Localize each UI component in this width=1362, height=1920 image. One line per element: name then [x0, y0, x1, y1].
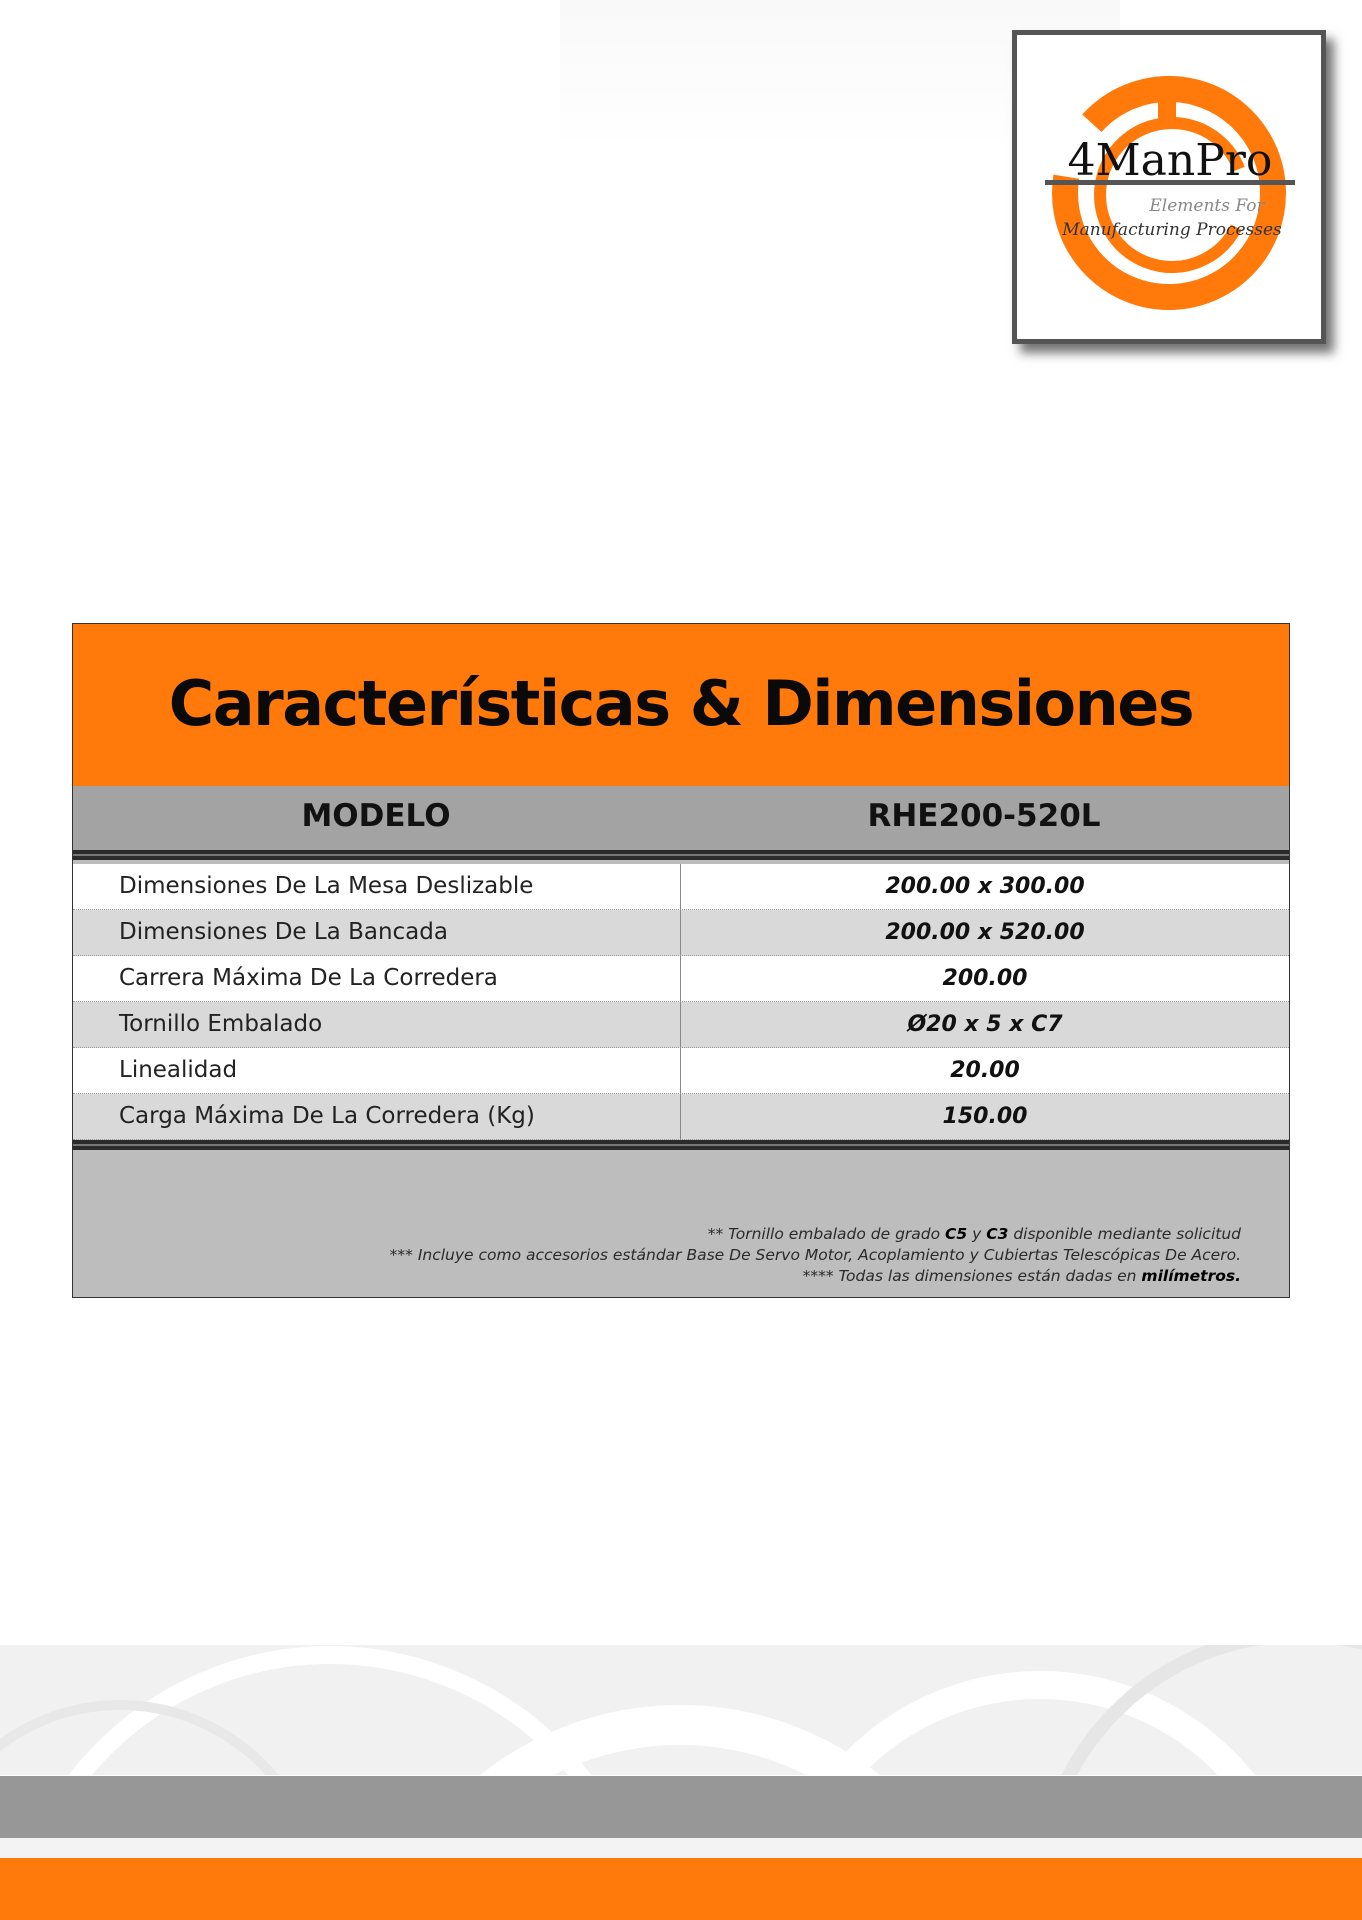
table-row	[73, 864, 1289, 910]
footer-grey-band	[0, 1776, 1362, 1838]
row-value: 20.00	[950, 1058, 1020, 1083]
footnote-screw-grade: ** Tornillo embalado de grado C5 y C3 disponible mediante solicitud	[707, 1225, 1241, 1243]
page-title: Características & Dimensiones	[168, 667, 1194, 740]
spec-table	[72, 623, 1290, 1298]
model-label: MODELO	[301, 798, 451, 834]
logo-graphic	[1017, 35, 1321, 339]
row-label: Carga Máxima De La Corredera (Kg)	[119, 1103, 535, 1129]
company-logo	[1012, 30, 1326, 344]
table-row	[73, 910, 1289, 956]
table-divider-top	[73, 850, 1289, 860]
row-label: Dimensiones De La Bancada	[119, 919, 448, 945]
footnote-units: **** Todas las dimensiones están dadas en milímetros.	[802, 1267, 1241, 1285]
table-row	[73, 1002, 1289, 1048]
row-value: 200.00 x 300.00	[885, 874, 1085, 899]
model-value: RHE200-520L	[867, 798, 1101, 834]
table-row	[73, 956, 1289, 1002]
footer-white-strip	[0, 1838, 1362, 1858]
footnote-accessories: *** Incluye como accesorios estándar Base De Servo Motor, Acoplamiento y Cubiertas Telescópicas De Acero.	[389, 1246, 1241, 1264]
row-label: Dimensiones De La Mesa Deslizable	[119, 873, 534, 899]
table-divider-bottom	[73, 1140, 1289, 1150]
row-label: Linealidad	[119, 1057, 238, 1083]
model-header-row	[73, 786, 1289, 850]
footer-pattern	[0, 1645, 1362, 1775]
row-label: Tornillo Embalado	[119, 1011, 323, 1037]
row-label: Carrera Máxima De La Corredera	[119, 965, 498, 991]
table-row	[73, 1048, 1289, 1094]
logo-tagline-line1: Elements For	[1149, 196, 1265, 216]
footer-orange-band	[0, 1858, 1362, 1920]
table-row	[73, 1094, 1289, 1140]
logo-tagline-line2: Manufacturing Processes	[1062, 220, 1282, 240]
row-value: Ø20 x 5 x C7	[907, 1012, 1063, 1037]
footer-arcs	[0, 1645, 1362, 1775]
logo-brand-text: 4ManPro	[1067, 135, 1273, 186]
title-band	[73, 624, 1289, 786]
row-value: 200.00	[942, 966, 1028, 991]
spec-rows	[73, 864, 1289, 1140]
row-value: 200.00 x 520.00	[885, 920, 1085, 945]
footnotes	[390, 1224, 1241, 1287]
row-value: 150.00	[942, 1104, 1028, 1129]
